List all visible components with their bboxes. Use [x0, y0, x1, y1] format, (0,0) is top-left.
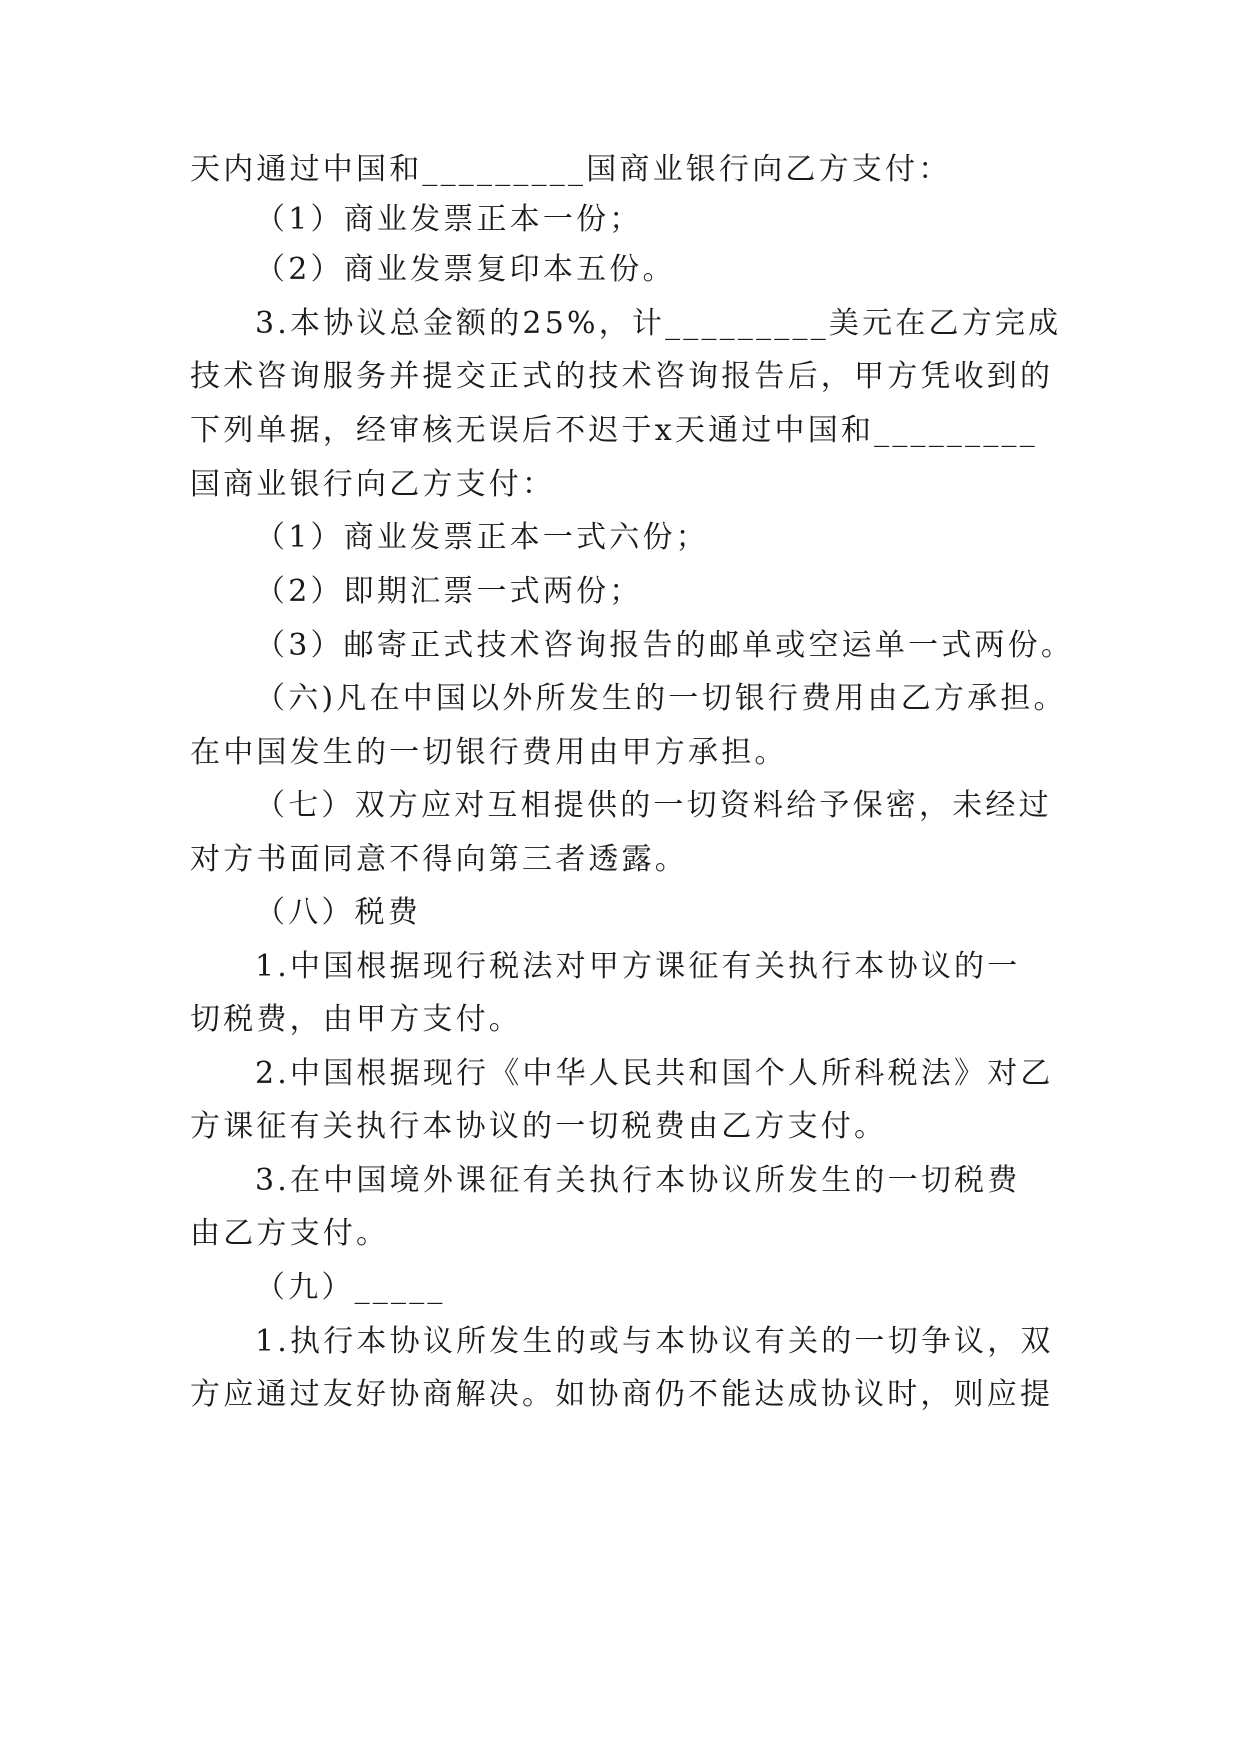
text-line: （2）即期汇票一式两份； — [255, 574, 643, 609]
text-line: （七）双方应对互相提供的一切资料给予保密，未经过 — [255, 788, 1052, 823]
text-line: 方课征有关执行本协议的一切税费由乙方支付。 — [190, 1109, 888, 1144]
text-line: 3.在中国境外课征有关执行本协议所发生的一切税费 — [255, 1163, 1021, 1198]
text-line: （九）_____ — [255, 1270, 446, 1305]
text-line: 国商业银行向乙方支付： — [190, 467, 556, 502]
text-line: （六)凡在中国以外所发生的一切银行费用由乙方承担。 — [255, 681, 1067, 716]
text-line: 由乙方支付。 — [190, 1216, 390, 1251]
text-line: （1）商业发票正本一式六份； — [255, 520, 709, 555]
text-line: 对方书面同意不得向第三者透露。 — [190, 842, 688, 877]
text-line: 1.中国根据现行税法对甲方课征有关执行本协议的一 — [255, 949, 1021, 984]
text-line: （2）商业发票复印本五份。 — [255, 252, 676, 287]
text-line: 下列单据，经审核无误后不迟于x天通过中国和_________ — [190, 413, 1038, 448]
text-line: 2.中国根据现行《中华人民共和国个人所科税法》对乙 — [255, 1056, 1054, 1091]
text-line: 在中国发生的一切银行费用由甲方承担。 — [190, 735, 788, 770]
text-line: 天内通过中国和_________国商业银行向乙方支付： — [190, 152, 952, 187]
text-line: 1.执行本协议所发生的或与本协议有关的一切争议，双 — [255, 1324, 1054, 1359]
text-line: 3.本协议总金额的25%，计_________美元在乙方完成 — [255, 306, 1062, 341]
text-line: 技术咨询服务并提交正式的技术咨询报告后，甲方凭收到的 — [190, 359, 1054, 394]
text-line: （1）商业发票正本一份； — [255, 202, 643, 237]
text-line: 切税费，由甲方支付。 — [190, 1002, 522, 1037]
text-line: 方应通过友好协商解决。如协商仍不能达成协议时，则应提 — [190, 1377, 1054, 1412]
text-line: （3）邮寄正式技术咨询报告的邮单或空运单一式两份。 — [255, 628, 1075, 663]
text-line: （八）税费 — [255, 895, 421, 930]
